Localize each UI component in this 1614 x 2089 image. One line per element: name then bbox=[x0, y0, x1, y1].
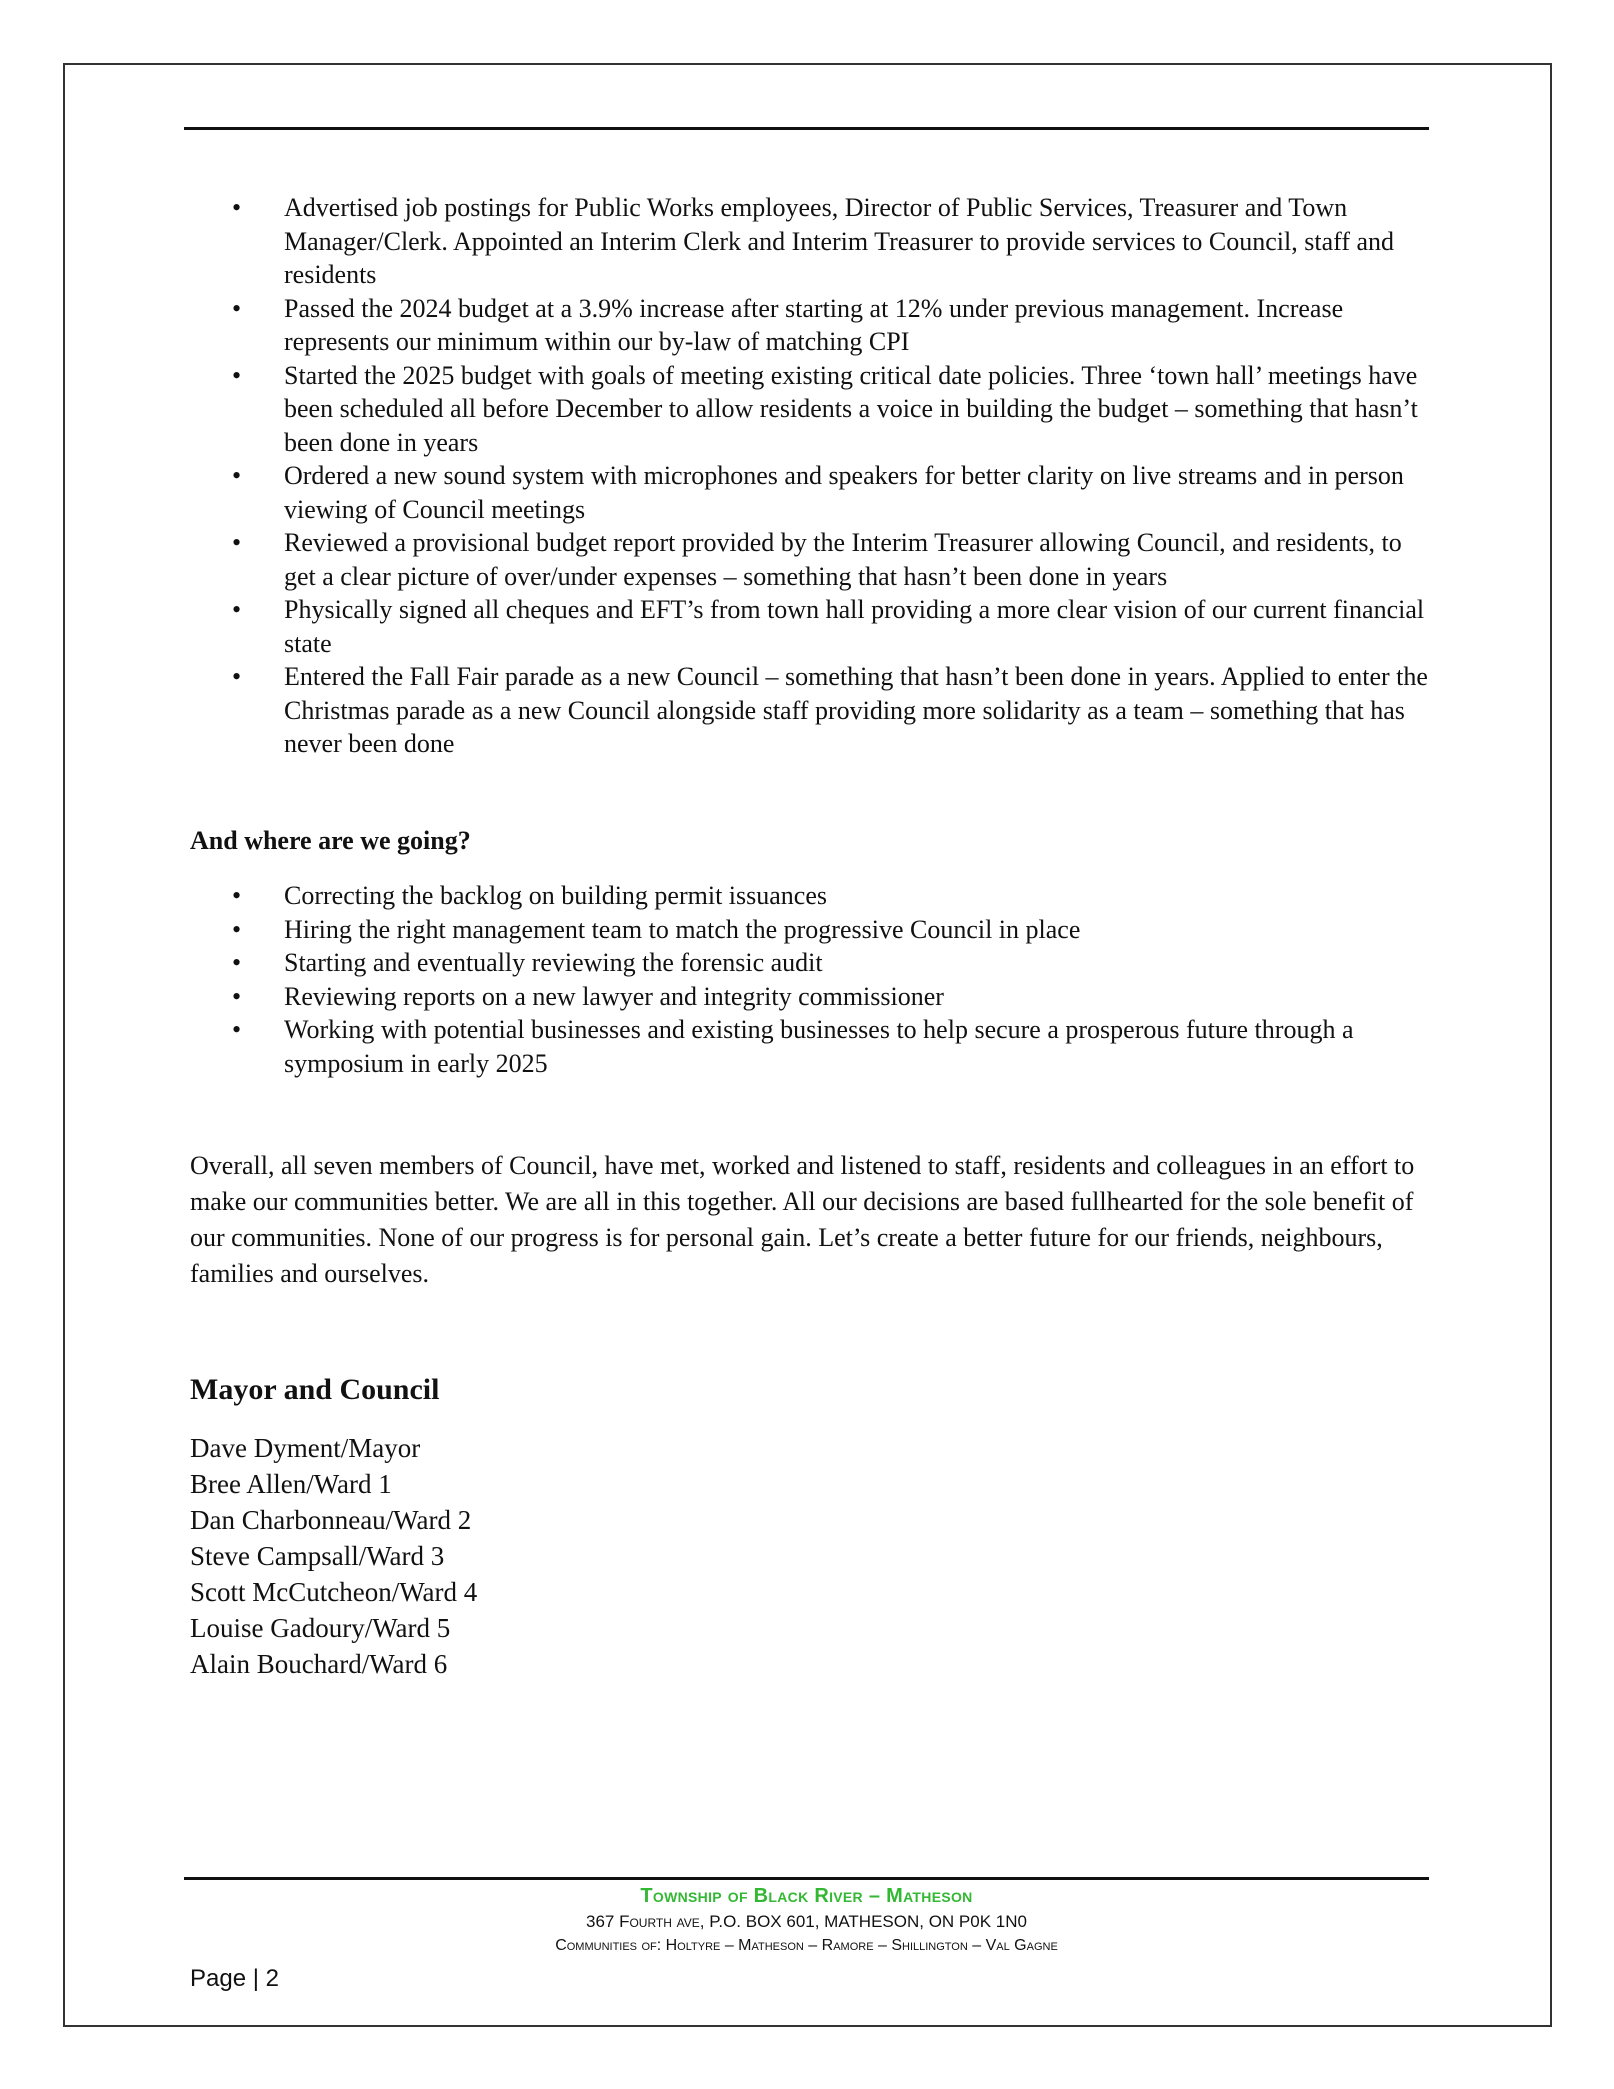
bullet-icon: • bbox=[232, 461, 242, 490]
bullet-icon: • bbox=[232, 293, 242, 323]
accomplishments-list bbox=[190, 191, 1430, 761]
council-member: Scott McCutcheon/Ward 4 bbox=[190, 1577, 478, 1607]
council-member: Bree Allen/Ward 1 bbox=[190, 1469, 392, 1499]
list-item: • Hiring the right management team to match the progressive Council in place bbox=[190, 913, 1430, 947]
bullet-icon: • bbox=[232, 662, 242, 691]
list-item: • Passed the 2024 budget at a 3.9% increase after starting at 12% under previous management. Increase represents our minimum within our by-law of matching CPI bbox=[232, 293, 1344, 356]
bullet-icon: • bbox=[232, 528, 242, 557]
bullet-icon: • bbox=[232, 914, 242, 944]
list-item: • Working with potential businesses and existing businesses to help secure a prosperous future through a symposium in early 2025 bbox=[232, 1015, 1354, 1078]
council-member: Louise Gadoury/Ward 5 bbox=[190, 1613, 451, 1643]
page-number: Page | 2 bbox=[190, 1965, 279, 1992]
footer-township-title: Township of Black River – Matheson bbox=[640, 1885, 973, 1907]
list-item: • Advertised job postings for Public Works employees, Director of Public Services, Treasurer and Town Manager/Clerk. Appointed an Interim Clerk and Interim Treasurer to provide services to Council, staff and residents bbox=[232, 193, 1395, 289]
list-item: • Physically signed all cheques and EFT’s from town hall providing a more clear vision of our current financial state bbox=[232, 595, 1425, 658]
list-item: • Starting and eventually reviewing the forensic audit bbox=[190, 946, 1430, 980]
footer-address: 367 Fourth ave, P.O. BOX 601, MATHESON, ON P0K 1N0 bbox=[586, 1912, 1027, 1931]
council-member: Steve Campsall/Ward 3 bbox=[190, 1541, 445, 1571]
bullet-icon: • bbox=[232, 595, 242, 624]
list-item: • Correcting the backlog on building permit issuances bbox=[190, 879, 1430, 913]
bullet-icon: • bbox=[232, 981, 242, 1011]
list-item: • Reviewed a provisional budget report provided by the Interim Treasurer allowing Council, and residents, to get a clear picture of over/under expenses – something that hasn’t been done in years bbox=[232, 528, 1402, 591]
footer-rule bbox=[184, 1877, 1429, 1880]
overall-paragraph: Overall, all seven members of Council, have met, worked and listened to staff, residents and colleagues in an effort to make our communities better. We are all in this together. All our decisions are based fullhearted for the sole benefit of our communities. None of our progress is for personal gain. Let’s create a better future for our friends, neighbours, families and ourselves. bbox=[190, 1151, 1415, 1288]
list-item: • Entered the Fall Fair parade as a new Council – something that hasn’t been done in years. Applied to enter the Christmas parade as a new Council alongside staff providing more solidarity as a team – something that has never been done bbox=[232, 662, 1428, 758]
bullet-icon: • bbox=[232, 948, 242, 977]
list-item: • Started the 2025 budget with goals of meeting existing critical date policies. Three ‘town hall’ meetings have been scheduled all before December to allow residents a voice in building the budget – something that hasn’t been done in years bbox=[232, 360, 1418, 457]
list-item: • Ordered a new sound system with microphones and speakers for better clarity on live streams and in person viewing of Council meetings bbox=[232, 461, 1404, 524]
bullet-icon: • bbox=[232, 881, 242, 910]
council-heading: Mayor and Council bbox=[190, 1373, 440, 1406]
going-list bbox=[190, 879, 1430, 1080]
footer-communities: Communities of: Holtyre – Matheson – Ramore – Shillington – Val Gagne bbox=[555, 1937, 1058, 1954]
header-rule bbox=[184, 127, 1429, 130]
council-member-list bbox=[190, 1430, 477, 1682]
council-member: Dan Charbonneau/Ward 2 bbox=[190, 1505, 472, 1535]
bullet-icon: • bbox=[232, 1015, 242, 1044]
going-heading: And where are we going? bbox=[190, 826, 471, 855]
list-item: • Reviewing reports on a new lawyer and integrity commissioner bbox=[190, 980, 1430, 1014]
council-member: Alain Bouchard/Ward 6 bbox=[190, 1649, 448, 1679]
bullet-icon: • bbox=[232, 193, 242, 222]
bullet-icon: • bbox=[232, 360, 242, 390]
council-member: Dave Dyment/Mayor bbox=[190, 1433, 421, 1463]
